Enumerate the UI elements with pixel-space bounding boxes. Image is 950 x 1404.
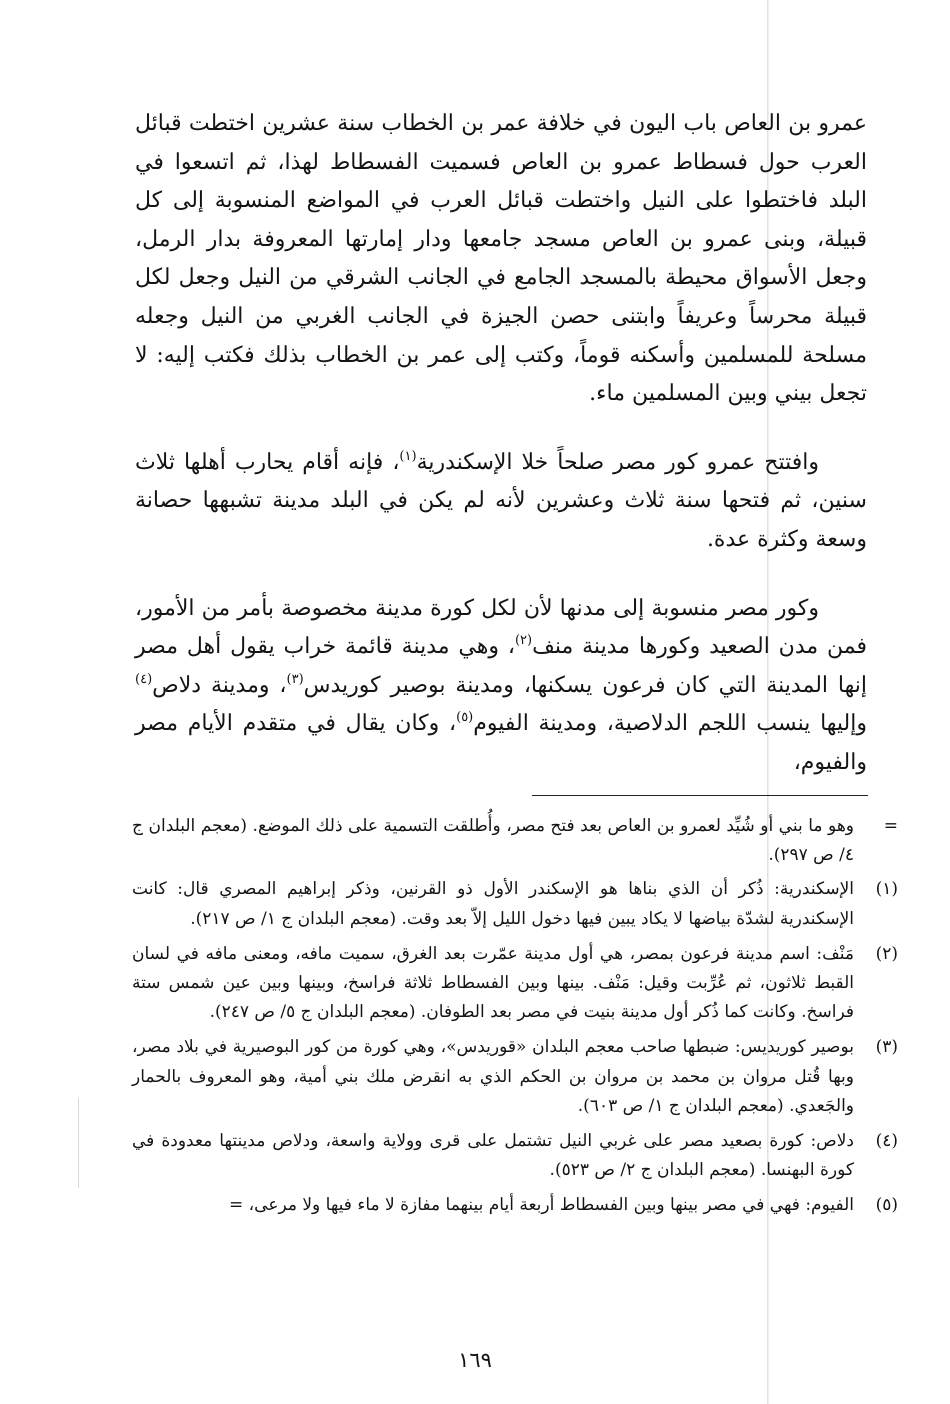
paragraph-3-part-c: ، ومدينة دلاص [152, 672, 287, 698]
footnote-5 [132, 1191, 898, 1220]
paragraph-3-part-d: وإليها ينسب اللجم الدلاصية، ومدينة الفيوم [473, 711, 867, 737]
footnote-4 [132, 1127, 898, 1185]
paragraph-3-part-e: ، وكان يقال في متقدم الأيام مصر والفيوم، [135, 711, 867, 775]
page-number: ١٦٩ [458, 1348, 492, 1372]
footnote-number: (٤) [875, 1131, 898, 1152]
paragraph-2-part-b: ، فإنه أقام يحارب أهلها ثلاث سنين، ثم فتحها سنة ثلاث وعشرين لأنه لم يكن في البلد مدينة تشبهها حصانة وسعة وكثرة عدة. [135, 449, 867, 552]
footnote-continuation [132, 812, 898, 870]
footnote-number: (٢) [875, 943, 898, 964]
footnote-ref-4[interactable]: (٤) [135, 671, 153, 687]
footnote-text: الإسكندرية: ذُكر أن الذي بناها هو الإسكندر الأول ذو القرنين، وذكر إبراهيم المصري قال: كانت الإسكندرية لشدّة بياضها لا يكاد يبين فيها دخول الليل إلاّ بعد وقت. (معجم البلدان ج ١/ ص ٢١٧). [132, 879, 854, 929]
paragraph-3-part-b: ، وهي مدينة قائمة خراب يقول أهل مصر إنها المدينة التي كان فرعون يسكنها، ومدينة بوصير كوريدس [135, 634, 867, 698]
footnotes [132, 812, 898, 1227]
main-text [135, 105, 867, 783]
footnote-text: وهو ما بني أو شُيِّد لعمرو بن العاص بعد فتح مصر، وأُطلقت التسمية على ذلك الموضع. (معجم البلدان ج ٤/ ص ٢٩٧). [132, 816, 854, 866]
footnote-separator [532, 795, 868, 796]
paragraph-3-part-a: وكور مصر منسوبة إلى مدنها لأن لكل كورة مدينة مخصوصة بأمر من الأمور، فمن مدن الصعيد وكورها مدينة منف [135, 595, 867, 660]
footnote-text: بوصير كوريديس: ضبطها صاحب معجم البلدان «قوريدس»، وهي كورة من كور البوصيرية في بلاد مصر، وبها قُتل مروان بن محمد بن مروان بن الحكم الذي به انقرض ملك بني أمية، وهو المعروف بالحمار والجَعدي. (معجم البلدان ج ١/ ص ٦٠٣). [132, 1037, 854, 1116]
paragraph-2 [135, 444, 867, 560]
paragraph-1: عمرو بن العاص باب اليون في خلافة عمر بن الخطاب سنة عشرين اختطت قبائل العرب حول فسطاط عمرو بن العاص فسميت الفسطاط لهذا، ثم اتسعوا في البلد فاختطوا على النيل واختطت قبائل العرب في المواضع المنسوبة إلى كل قبيلة، وبنى عمرو بن العاص مسجد جامعها ودار إمارتها المعروفة بدار الرمل، وجعل الأسواق محيطة بالمسجد الجامع في الجانب الشرقي من النيل وجعل لكل قبيلة محرساً وعريفاً وابتنى حصن الجيزة في الجانب الغربي من النيل وجعله مسلحة للمسلمين وأسكنه قوماً، وكتب إلى عمر بن الخطاب بذلك فكتب إليه: لا تجعل بيني وبين المسلمين ماء. [135, 111, 867, 407]
footnote-2 [132, 940, 898, 1028]
margin-mark [78, 1098, 79, 1188]
footnote-number: (٣) [875, 1037, 898, 1058]
footnote-1 [132, 875, 898, 933]
paragraph-2-part-a: وافتتح عمرو كور مصر صلحاً خلا الإسكندرية [416, 449, 820, 475]
footnote-3 [132, 1033, 898, 1121]
footnote-number: (١) [875, 879, 898, 900]
footnote-ref-3[interactable]: (٣) [286, 671, 304, 687]
footnote-number: (٥) [875, 1195, 898, 1216]
footnote-text: مَنْف: اسم مدينة فرعون بمصر، هي أول مدينة عمّرت بعد الغرق، سميت مافه، ومعنى مافه في لسان القبط ثلاثون، ثم عُرِّبت وقيل: مَنْف. بينها وبين الفسطاط ثلاثة فراسخ، وبينها وبين عين شمس ستة فراسخ. وكانت كما ذُكر أول مدينة بنيت في مصر بعد الطوفان. (معجم البلدان ج ٥/ ص ٢٤٧). [132, 943, 854, 1023]
paragraph-3 [135, 590, 867, 783]
footnote-number: = [883, 816, 898, 836]
footnote-text: الفيوم: فهي في مصر بينها وبين الفسطاط أربعة أيام بينهما مفازة لا ماء فيها ولا مرعى، = [229, 1195, 854, 1216]
footnote-ref-2[interactable]: (٢) [514, 633, 533, 649]
footnote-ref-5[interactable]: (٥) [456, 710, 474, 726]
footnote-text: دلاص: كورة بصعيد مصر على غربي النيل تشتمل على قرى وولاية واسعة، ودلاص مدينتها معدودة في كورة البهنسا. (معجم البلدان ج ٢/ ص ٥٢٣). [132, 1131, 854, 1181]
footnote-ref-1[interactable]: (١) [399, 448, 417, 464]
